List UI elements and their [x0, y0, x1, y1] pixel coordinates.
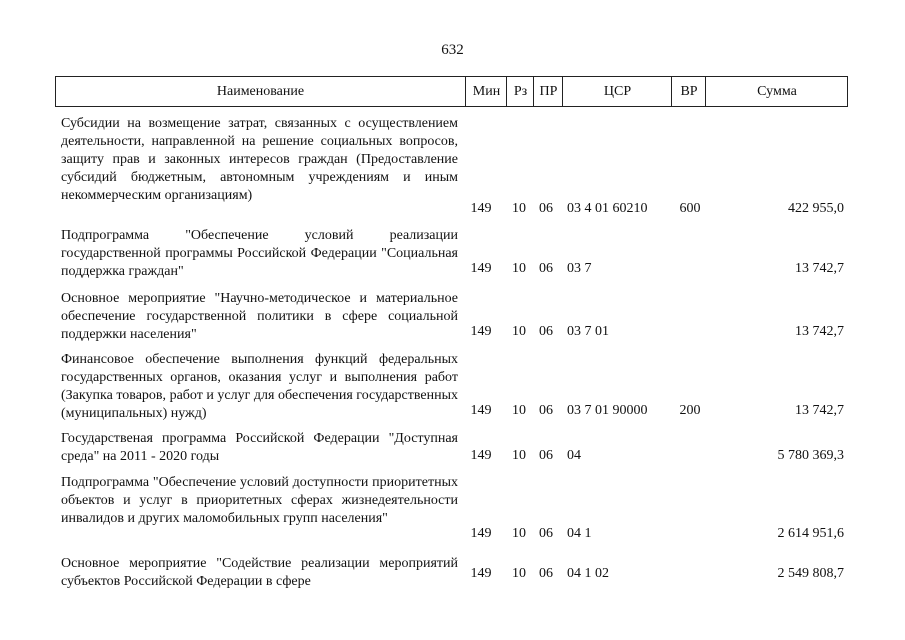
row-name: Финансовое обеспечение выполнения функций федеральных государственных органов, оказания услуг и выполнения работ (Закупка товаров, работ и услуг для обеспечения государственных (муниципальных) нужд) [61, 352, 458, 421]
row-sum: 13 742,7 [795, 324, 844, 339]
row-min: 149 [470, 261, 492, 276]
row-sum: 2 549 808,7 [777, 566, 844, 581]
page-number: 632 [441, 42, 464, 58]
row-name: Основное мероприятие "Содействие реализации мероприятий субъектов Российской Федерации в сфере [61, 556, 458, 589]
row-sum: 13 742,7 [795, 261, 844, 276]
row-csr: 04 [567, 448, 581, 463]
column-header-rz: Рз [506, 77, 534, 106]
row-csr: 03 7 [567, 261, 592, 276]
row-sum: 13 742,7 [795, 403, 844, 418]
row-pr: 06 [539, 324, 553, 339]
row-min: 149 [470, 448, 492, 463]
row-csr: 03 4 01 60210 [567, 201, 648, 216]
row-rz: 10 [512, 526, 526, 541]
row-name: Подпрограмма "Обеспечение условий реализации государственной программы Российской Федерации "Социальная поддержка граждан" [61, 228, 458, 279]
row-min: 149 [470, 201, 492, 216]
row-pr: 06 [539, 261, 553, 276]
column-header-sum: Сумма [705, 77, 848, 106]
row-min: 149 [470, 566, 492, 581]
row-pr: 06 [539, 448, 553, 463]
column-header-vr: ВР [671, 77, 706, 106]
table-header [55, 76, 848, 107]
row-rz: 10 [512, 261, 526, 276]
row-min: 149 [470, 526, 492, 541]
row-csr: 03 7 01 90000 [567, 403, 648, 418]
row-vr: 600 [679, 201, 701, 216]
row-name: Субсидии на возмещение затрат, связанных с осуществлением деятельности, направленной на решение социальных вопросов, защиту прав и законных интересов граждан (Предоставление субсидий бюджетным, автономным учреждениям и иным некоммерческим организациям) [61, 116, 458, 203]
row-rz: 10 [512, 448, 526, 463]
row-csr: 04 1 02 [567, 566, 609, 581]
column-header-min: Мин [465, 77, 507, 106]
row-name: Государственая программа Российской Федерации "Доступная среда" на 2011 - 2020 годы [61, 431, 458, 464]
row-sum: 5 780 369,3 [777, 448, 844, 463]
row-rz: 10 [512, 201, 526, 216]
row-pr: 06 [539, 566, 553, 581]
row-min: 149 [470, 324, 492, 339]
row-rz: 10 [512, 566, 526, 581]
row-pr: 06 [539, 201, 553, 216]
row-rz: 10 [512, 403, 526, 418]
row-vr: 200 [679, 403, 701, 418]
row-pr: 06 [539, 403, 553, 418]
row-pr: 06 [539, 526, 553, 541]
row-name: Подпрограмма "Обеспечение условий доступности приоритетных объектов и услуг в приоритетных сферах жизнедеятельности инвалидов и других маломобильных групп населения" [61, 475, 458, 526]
row-sum: 2 614 951,6 [777, 526, 844, 541]
row-sum: 422 955,0 [788, 201, 844, 216]
row-csr: 04 1 [567, 526, 592, 541]
row-min: 149 [470, 403, 492, 418]
column-header-name: Наименование [216, 84, 305, 99]
row-rz: 10 [512, 324, 526, 339]
column-header-pr: ПР [533, 77, 563, 106]
row-csr: 03 7 01 [567, 324, 609, 339]
column-header-csr: ЦСР [562, 77, 672, 106]
row-name: Основное мероприятие "Научно-методическое и материальное обеспечение государственной политики в сфере социальной поддержки населения" [61, 291, 458, 342]
